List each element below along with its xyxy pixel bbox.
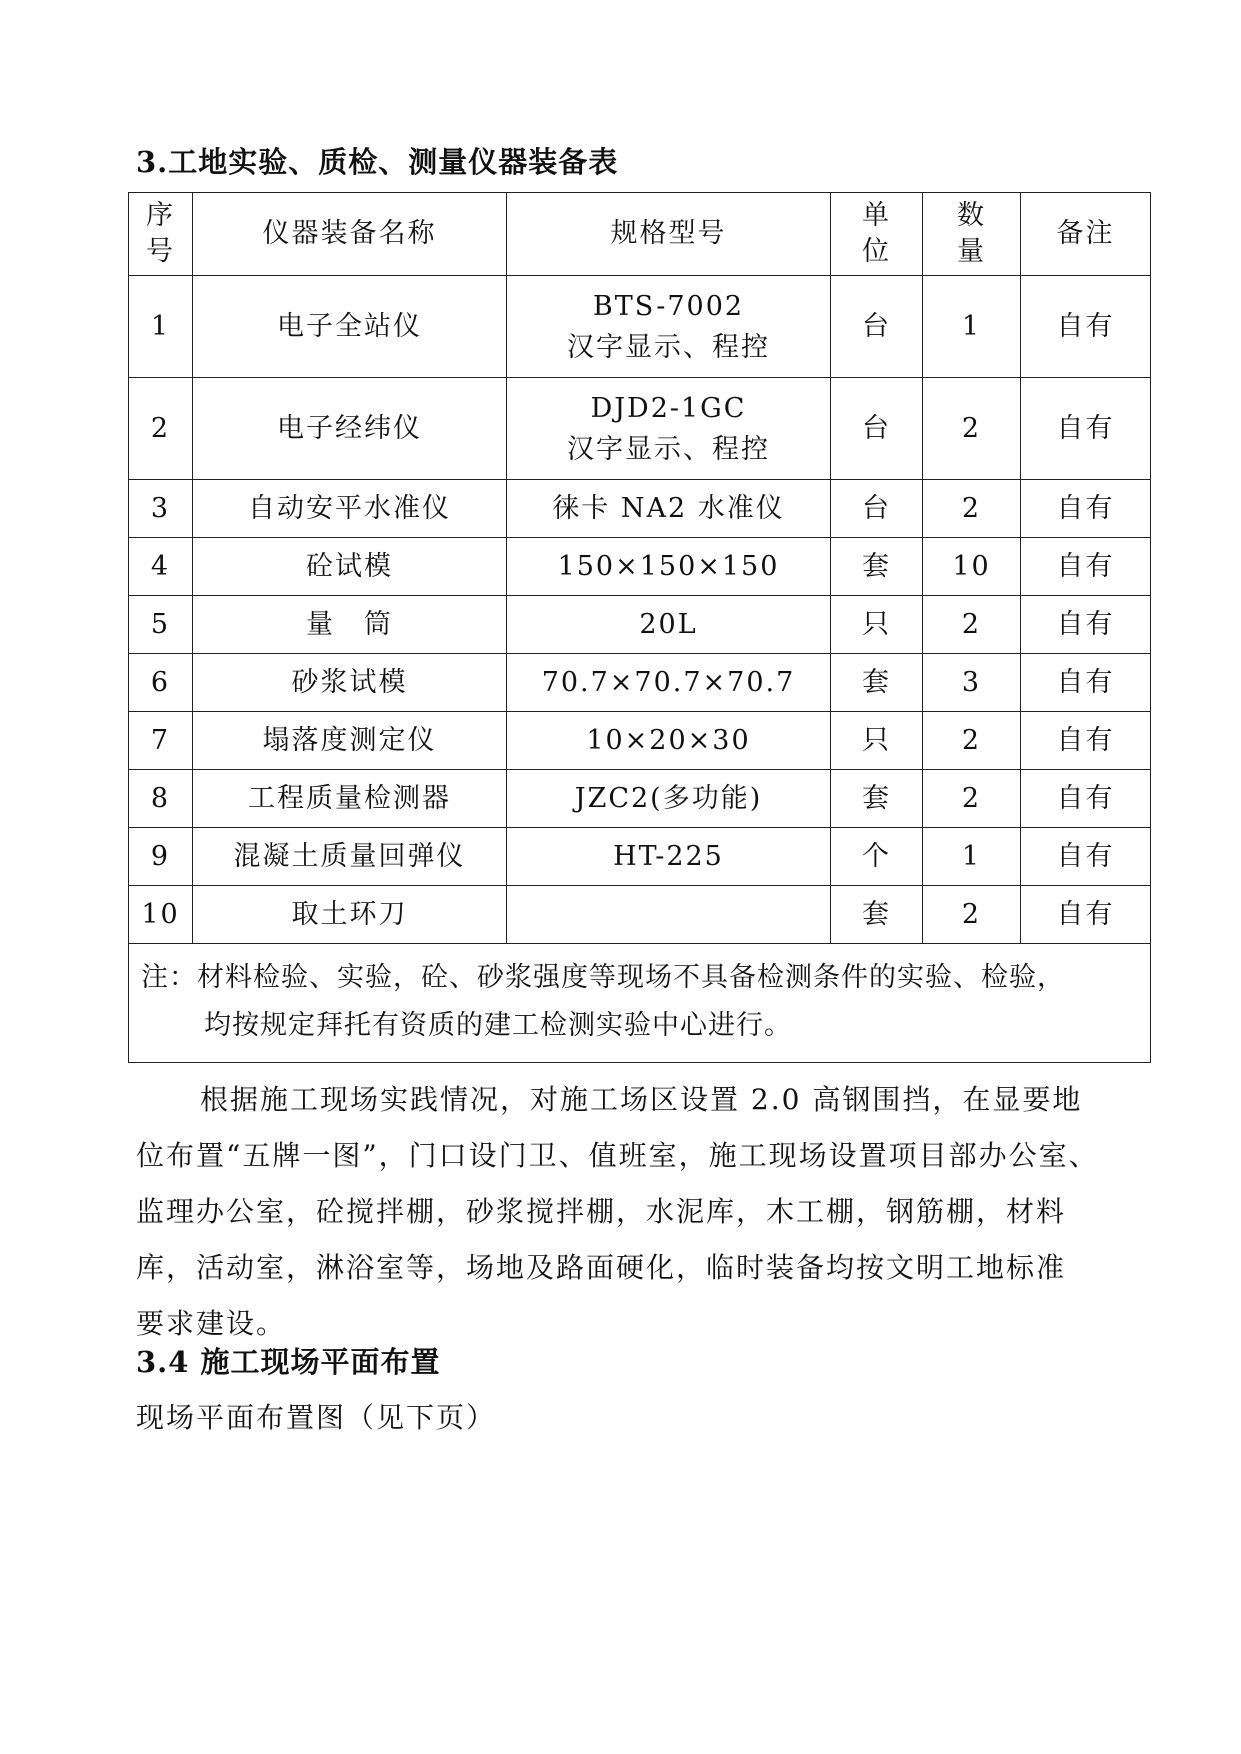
cell-qty: 2 — [923, 378, 1021, 480]
header-unit: 单 位 — [831, 193, 923, 276]
cell-name: 电子全站仪 — [193, 276, 507, 378]
table-row — [129, 276, 1151, 378]
table-row — [129, 538, 1151, 596]
cell-name: 混凝土质量回弹仪 — [193, 828, 507, 886]
cell-qty: 2 — [923, 886, 1021, 944]
site-layout-paragraph — [136, 1072, 1106, 1352]
table-row — [129, 770, 1151, 828]
header-seq: 序 号 — [129, 193, 193, 276]
cell-name: 取土环刀 — [193, 886, 507, 944]
cell-no: 4 — [129, 538, 193, 596]
cell-remark: 自有 — [1021, 886, 1151, 944]
cell-no: 1 — [129, 276, 193, 378]
cell-spec: 150×150×150 — [507, 538, 831, 596]
cell-spec: 70.7×70.7×70.7 — [507, 654, 831, 712]
cell-qty: 2 — [923, 770, 1021, 828]
header-qty: 数 量 — [923, 193, 1021, 276]
plan-reference-text: 现场平面布置图（见下页） — [136, 1401, 497, 1434]
cell-qty: 2 — [923, 596, 1021, 654]
cell-no: 9 — [129, 828, 193, 886]
paragraph-line-4: 库，活动室，淋浴室等，场地及路面硬化，临时装备均按文明工地标准 — [136, 1251, 1067, 1284]
cell-name: 塌落度测定仪 — [193, 712, 507, 770]
cell-remark: 自有 — [1021, 712, 1151, 770]
header-remark: 备注 — [1021, 193, 1151, 276]
cell-spec — [507, 886, 831, 944]
table-row — [129, 712, 1151, 770]
cell-remark: 自有 — [1021, 480, 1151, 538]
cell-spec: DJD2-1GC 汉字显示、程控 — [507, 378, 831, 480]
table-row — [129, 378, 1151, 480]
cell-remark: 自有 — [1021, 770, 1151, 828]
cell-qty: 2 — [923, 712, 1021, 770]
cell-name: 砼试模 — [193, 538, 507, 596]
cell-remark: 自有 — [1021, 276, 1151, 378]
cell-no: 6 — [129, 654, 193, 712]
table-header-row — [129, 193, 1151, 276]
cell-no: 2 — [129, 378, 193, 480]
paragraph-line-1: 根据施工现场实践情况，对施工场区设置 2.0 高钢围挡，在显要地 — [200, 1083, 1083, 1116]
cell-unit: 只 — [831, 712, 923, 770]
cell-no: 7 — [129, 712, 193, 770]
note-line-1: 注：材料检验、实验，砼、砂浆强度等现场不具备检测条件的实验、检验， — [141, 962, 1065, 993]
table-note-row — [129, 944, 1151, 1063]
cell-unit: 套 — [831, 886, 923, 944]
equipment-table — [128, 192, 1151, 1063]
cell-unit: 台 — [831, 378, 923, 480]
cell-spec: HT-225 — [507, 828, 831, 886]
cell-remark: 自有 — [1021, 378, 1151, 480]
section-heading: 3.工地实验、质检、测量仪器装备表 — [136, 145, 619, 179]
cell-no: 8 — [129, 770, 193, 828]
cell-spec: BTS-7002 汉字显示、程控 — [507, 276, 831, 378]
cell-qty: 3 — [923, 654, 1021, 712]
cell-remark: 自有 — [1021, 828, 1151, 886]
table-note — [129, 944, 1151, 1063]
cell-name: 电子经纬仪 — [193, 378, 507, 480]
table-row — [129, 480, 1151, 538]
cell-spec: 10×20×30 — [507, 712, 831, 770]
cell-unit: 套 — [831, 770, 923, 828]
cell-unit: 台 — [831, 480, 923, 538]
cell-qty: 2 — [923, 480, 1021, 538]
cell-name: 工程质量检测器 — [193, 770, 507, 828]
cell-name: 砂浆试模 — [193, 654, 507, 712]
table-row — [129, 596, 1151, 654]
cell-no: 5 — [129, 596, 193, 654]
cell-remark: 自有 — [1021, 654, 1151, 712]
cell-unit: 个 — [831, 828, 923, 886]
cell-qty: 10 — [923, 538, 1021, 596]
cell-qty: 1 — [923, 276, 1021, 378]
cell-name: 自动安平水准仪 — [193, 480, 507, 538]
cell-unit: 只 — [831, 596, 923, 654]
cell-no: 10 — [129, 886, 193, 944]
paragraph-line-2: 位布置“五牌一图”，门口设门卫、值班室，施工现场设置项目部办公室、 — [136, 1139, 1099, 1172]
cell-spec: 徕卡 NA2 水准仪 — [507, 480, 831, 538]
paragraph-line-3: 监理办公室，砼搅拌棚，砂浆搅拌棚，水泥库，木工棚，钢筋棚，材料 — [136, 1195, 1067, 1228]
paragraph-line-5: 要求建设。 — [136, 1307, 287, 1340]
cell-qty: 1 — [923, 828, 1021, 886]
subsection-heading: 3.4 施工现场平面布置 — [136, 1345, 441, 1379]
cell-unit: 台 — [831, 276, 923, 378]
table-row — [129, 828, 1151, 886]
table-row — [129, 886, 1151, 944]
cell-remark: 自有 — [1021, 538, 1151, 596]
note-line-2: 均按规定拜托有资质的建工检测实验中心进行。 — [204, 1010, 792, 1041]
cell-unit: 套 — [831, 654, 923, 712]
table-row — [129, 654, 1151, 712]
cell-name: 量 筒 — [193, 596, 507, 654]
header-name: 仪器装备名称 — [193, 193, 507, 276]
header-spec: 规格型号 — [507, 193, 831, 276]
cell-no: 3 — [129, 480, 193, 538]
cell-spec: 20L — [507, 596, 831, 654]
cell-remark: 自有 — [1021, 596, 1151, 654]
cell-spec: JZC2(多功能) — [507, 770, 831, 828]
cell-unit: 套 — [831, 538, 923, 596]
